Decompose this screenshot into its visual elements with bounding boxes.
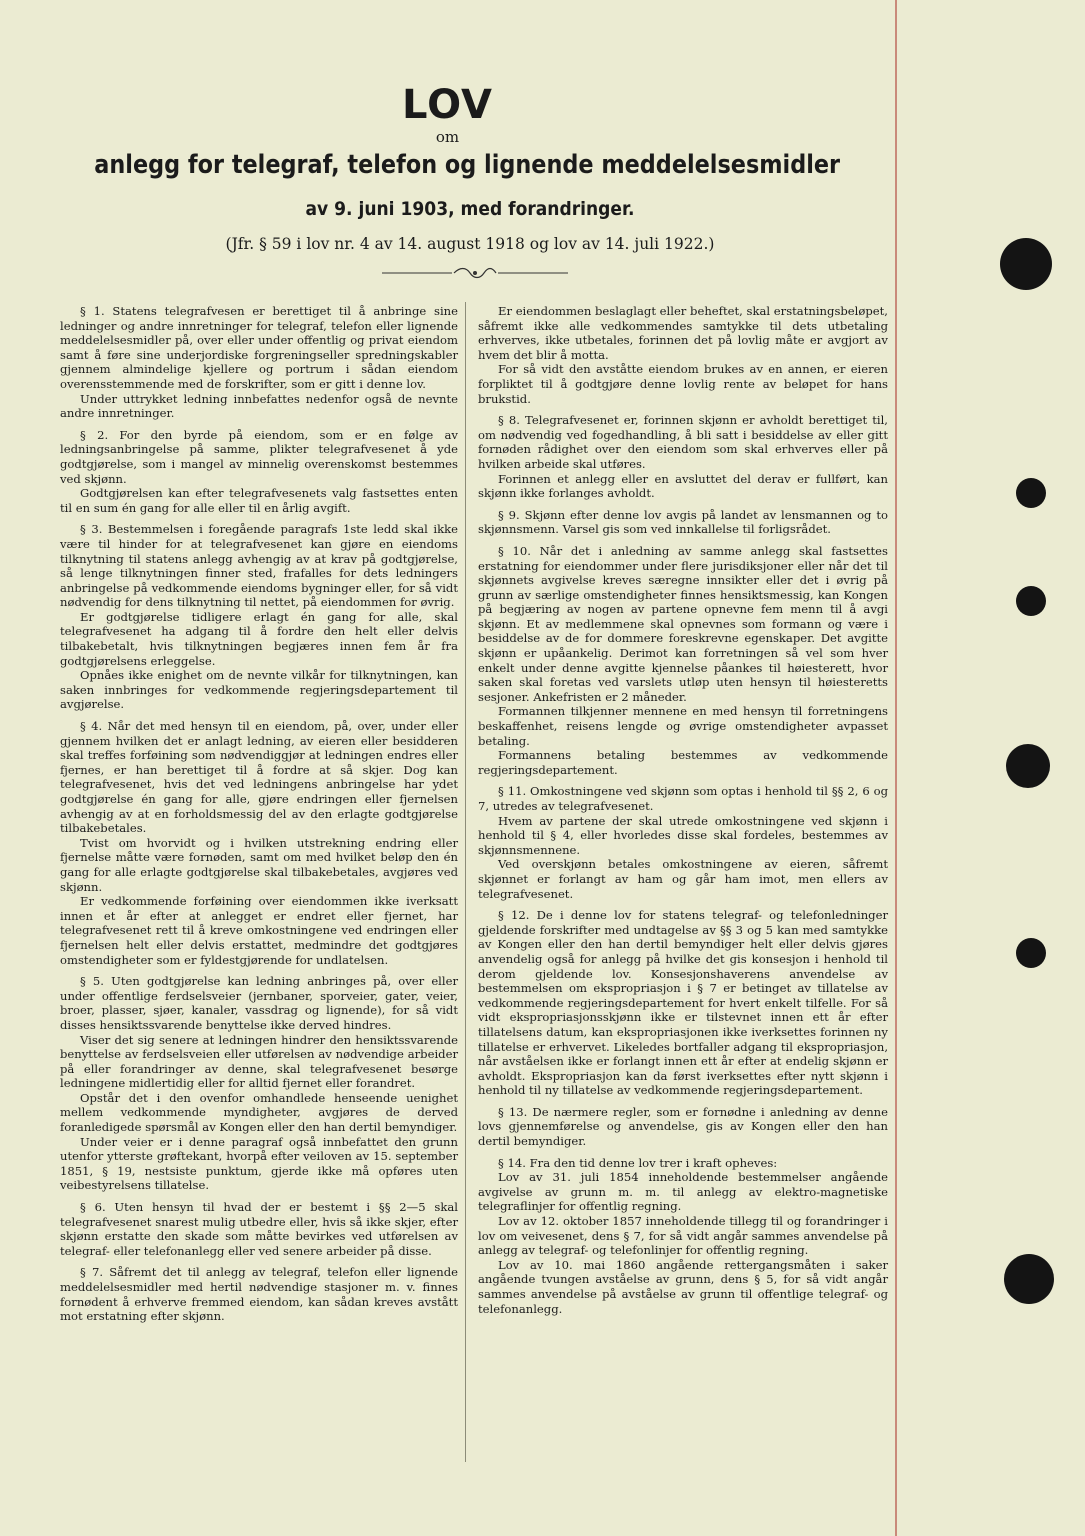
paragraph: Formannen tilkjenner mennene en med hensyn til forretningens beskaffenhet, reisens lengde og øvrige omstendigheter avpasset betaling.: [478, 704, 888, 748]
paragraph: Viser det sig senere at ledningen hindrer den hensiktssvarende benyttelse av ferdselsveien eller utførelsen av nødvendige arbeider på eller forandringer av denne, skal telegrafvesenet besørge ledningene midlertidig eller for alltid fjernet eller forandret.: [60, 1032, 458, 1091]
paragraph: § 2. For den byrde på eiendom, som er en følge av ledningsanbringelse på samme, plikter telegrafvesenet å yde godtgjørelse, som i mangel av minnelig overenskomst bestemmes ved skjønn.: [60, 427, 458, 486]
punch-hole: [1006, 744, 1050, 788]
paragraph: Er vedkommende forføining over eiendommen ikke iverksatt innen et år efter at anlegget er endret eller fjernet, har telegrafvesenet rett til å kreve omkostningene ved endringen eller fjernelsen helt eller delvis erstattet, medmindre det godtgjøres omstendigheter som er fyldestgjørende for undlatelsen.: [60, 894, 458, 967]
paragraph: § 3. Bestemmelsen i foregående paragrafs 1ste ledd skal ikke være til hinder for at telegrafvesenet kan gjøre en eiendoms tilknytning til statens anlegg avhengig av at krav på godtgjørelse, så lenge tilknytningen finner sted, frafalles for dets ledningers anbringelse på vedkommende eiendoms bygninger eller, for så vidt nødvendig for dens tilknytning til nettet, på eiendommen for øvrig.: [60, 522, 458, 610]
paragraph: Formannens betaling bestemmes av vedkommende regjeringsdepartement.: [478, 748, 888, 777]
punch-hole: [1016, 938, 1046, 968]
document-title: LOV: [402, 82, 493, 128]
left-column: [60, 304, 458, 1331]
paragraph: Lov av 31. juli 1854 inneholdende bestemmelser angående avgivelse av grunn m. m. til anlegg av elektro-magnetiske telegraflinjer for offentlig regning.: [478, 1170, 888, 1214]
paragraph: § 1. Statens telegrafvesen er berettiget til å anbringe sine ledninger og andre innretninger for telegraf, telefon eller lignende meddelelsesmidler på, over eller under offentlig og privat eiendom samt å føre sine underjordiske forgreningseller spredningskabler gjennem almindelige kjellere og portrum i sådan eiendom overensstemmende med de forskrifter, som er gitt i denne lov.: [60, 304, 458, 391]
paragraph: § 5. Uten godtgjørelse kan ledning anbringes på, over eller under offentlige ferdselsveier (jernbaner, sporveier, gater, veier, broer, plasser, sjøer, kanaler, vassdrag og lignende), for så vidt disses hensiktssvarende benyttelse ikke derved hindres.: [60, 974, 458, 1032]
margin-rule: [895, 0, 897, 1536]
punch-hole: [1016, 586, 1046, 616]
paragraph: § 13. De nærmere regler, som er fornødne i anledning av denne lovs gjennemførelse og anvendelse, gis av Kongen eller den han dertil bemyndiger.: [478, 1104, 888, 1149]
paragraph: Under veier er i denne paragraf også innbefattet den grunn utenfor ytterste grøftekant, hvorpå efter veiloven av 15. september 1851, § 19, nestsiste punktum, gjerde ikke må opføres uten veibestyrelsens tillatelse.: [60, 1134, 458, 1193]
paragraph: Lov av 12. oktober 1857 inneholdende tillegg til og forandringer i lov om veivesenet, dens § 7, for så vidt angår sammes anvendelse på anlegg av telegraf- og telefonlinjer for offentlig regning.: [478, 1214, 888, 1258]
punch-hole: [1004, 1254, 1054, 1304]
paragraph: Forinnen et anlegg eller en avsluttet del derav er fullført, kan skjønn ikke forlanges avholdt.: [478, 471, 888, 501]
paragraph: For så vidt den avståtte eiendom brukes av en annen, er eieren forpliktet til å godtgjøre denne lovlig rente av beløpet for hans brukstid.: [478, 362, 888, 406]
paragraph: Lov av 10. mai 1860 angående rettergangsmåten i saker angående tvungen avståelse av grunn, dens § 5, for så vidt angår sammes anvendelse på avståelse av grunn til offentlige telegraf- og telefonanlegg.: [478, 1257, 888, 1316]
paragraph: Godtgjørelsen kan efter telegrafvesenets valg fastsettes enten til en sum én gang for alle eller til en årlig avgift.: [60, 486, 458, 515]
column-divider: [465, 302, 466, 1462]
paragraph: § 10. Når det i anledning av samme anlegg skal fastsettes erstatning for eiendommer under flere jurisdiksjoner eller når det til skjønnets avgivelse kreves særegne innsikter eller det i øvrig på grunn av særlige omstendigheter finnes hensiktsmessig, kan Kongen på begjæring av nogen av partene opnevne fem menn til å avgi skjønn. Et av medlemmene skal opnevnes som formann og være i besiddelse av de for dommere foreskrevne egenskaper. Det avgitte skjønn er upåankelig. Derimot kan forretningen så vel som hver enkelt under denne avgitte kjennelse påankes til høiesterett, hvor saken skal foretas ved varslets utløp uten hensyn til høiesteretts sesjoner. Ankefristen er 2 måneder.: [478, 543, 888, 704]
right-column: [478, 304, 888, 1323]
paragraph: Er eiendommen beslaglagt eller beheftet, skal erstatningsbeløpet, såfremt ikke alle vedkommendes samtykke til dets utbetaling erhverves, ikke utbetales, forinnen det på lovlig måte er avgjort av hvem det blir å motta.: [478, 304, 888, 362]
punch-hole: [1016, 478, 1046, 508]
document-date: av 9. juni 1903, med forandringer.: [305, 198, 635, 220]
paragraph: Under uttrykket ledning innbefattes nedenfor også de nevnte andre innretninger.: [60, 391, 458, 421]
document-subject: anlegg for telegraf, telefon og lignende meddelelsesmidler: [94, 150, 841, 180]
punch-hole: [1000, 238, 1052, 290]
paragraph: § 9. Skjønn efter denne lov avgis på landet av lensmannen og to skjønnsmenn. Varsel gis som ved innkallelse til forligsrådet.: [478, 507, 888, 537]
paragraph: Opstår det i den ovenfor omhandlede henseende uenighet mellem vedkommende myndigheter, avgjøres de derved foranledigede spørsmål av Kongen eller den han dertil bemyndiger.: [60, 1090, 458, 1135]
paragraph: § 14. Fra den tid denne lov trer i kraft opheves:: [498, 1155, 778, 1170]
paragraph: § 8. Telegrafvesenet er, forinnen skjønn er avholdt berettiget til, om nødvendig ved fogedhandling, å bli satt i besiddelse av eller gitt fornøden rådighet over den eiendom som skal erhverves eller på hvilken arbeide skal utføres.: [478, 413, 888, 471]
paragraph: § 7. Såfremt det til anlegg av telegraf, telefon eller lignende meddelelsesmidler med hertil nødvendige stasjoner m. v. finnes fornødent å erhverve fremmed eiendom, kan sådan kreves avstått mot erstatning efter skjønn.: [60, 1265, 458, 1324]
paragraph: § 12. De i denne lov for statens telegraf- og telefonledninger gjeldende forskrifter med undtagelse av §§ 3 og 5 kan med samtykke av Kongen eller den han dertil bemyndiger helt eller delvis gjøres anvendelig også for anlegg på hvilke det gis konsesjon i henhold til derom gjeldende lov. Konsesjonshaverens anvendelse av bestemmelsen om ekspropriasjon i § 7 er betinget av tillatelse av vedkommende regjeringsdepartement for hvert enkelt tilfelle. For så vidt ekspropriasjonsskjønn ikke er tilstevnet innen ett år efter tillatelsens datum, kan ekspropriasjonen ikke iverksettes forinnen ny tillatelse er erhvervet. Likeledes bortfaller adgang til ekspropriasjon, når avståelsen ikke er forlangt innen ett år efter at endelig skjønn er avholdt. Ekspropriasjon kan da først iverksettes efter nytt skjønn i henhold til ny tillatelse av vedkommende regjeringsdepartement.: [478, 908, 888, 1098]
paragraph: Hvem av partene der skal utrede omkostningene ved skjønn i henhold til § 4, eller hvorledes disse skal fordeles, bestemmes av skjønnsmennene.: [478, 813, 888, 857]
paragraph: Er godtgjørelse tidligere erlagt én gang for alle, skal telegrafvesenet ha adgang til å fordre den helt eller delvis tilbakebetalt, hvis tilknytningen begjæres innen fem år fra godtgjørelsens erleggelse.: [60, 609, 458, 668]
paragraph: § 11. Omkostningene ved skjønn som optas i henhold til §§ 2, 6 og 7, utredes av telegrafvesenet.: [478, 784, 888, 813]
document-reference: (Jfr. § 59 i lov nr. 4 av 14. august 1918 og lov av 14. juli 1922.): [225, 235, 715, 253]
paragraph: Opnåes ikke enighet om de nevnte vilkår for tilknytningen, kan saken innbringes for vedkommende regjeringsdepartement til avgjørelse.: [60, 668, 458, 712]
title-connector: om: [435, 128, 460, 146]
paragraph: Tvist om hvorvidt og i hvilken utstrekning endring eller fjernelse måtte være fornøden, samt om med hvilket beløp den én gang for alle erlagte godtgjørelse skal tilbakebetales, avgjøres ved skjønn.: [60, 835, 458, 894]
ornament-divider-icon: [380, 266, 570, 280]
paragraph: § 4. Når det med hensyn til en eiendom, på, over, under eller gjennem hvilken det er anlagt ledning, av eieren eller besidderen skal treffes forføining som nødvendiggjør at ledningen endres eller fjernes, er han berettiget til å fordre at så skjer. Dog kan telegrafvesenet, hvis det ved ledningens anbringelse har ydet godtgjørelse én gang for alle, gjøre endringen eller fjernelsen avhengig av at en forholdsmessig del av den erlagte godtgjørelse tilbakebetales.: [60, 719, 458, 836]
paragraph: § 6. Uten hensyn til hvad der er bestemt i §§ 2—5 skal telegrafvesenet snarest mulig utbedre eller, hvis så ikke skjer, efter skjønn erstatte den skade som måtte bevirkes ved utførelsen av telegraf- eller telefonanlegg eller ved senere arbeider på disse.: [60, 1200, 458, 1258]
paragraph: Ved overskjønn betales omkostningene av eieren, såfremt skjønnet er forlangt av ham og går ham imot, men ellers av telegrafvesenet.: [478, 857, 888, 901]
